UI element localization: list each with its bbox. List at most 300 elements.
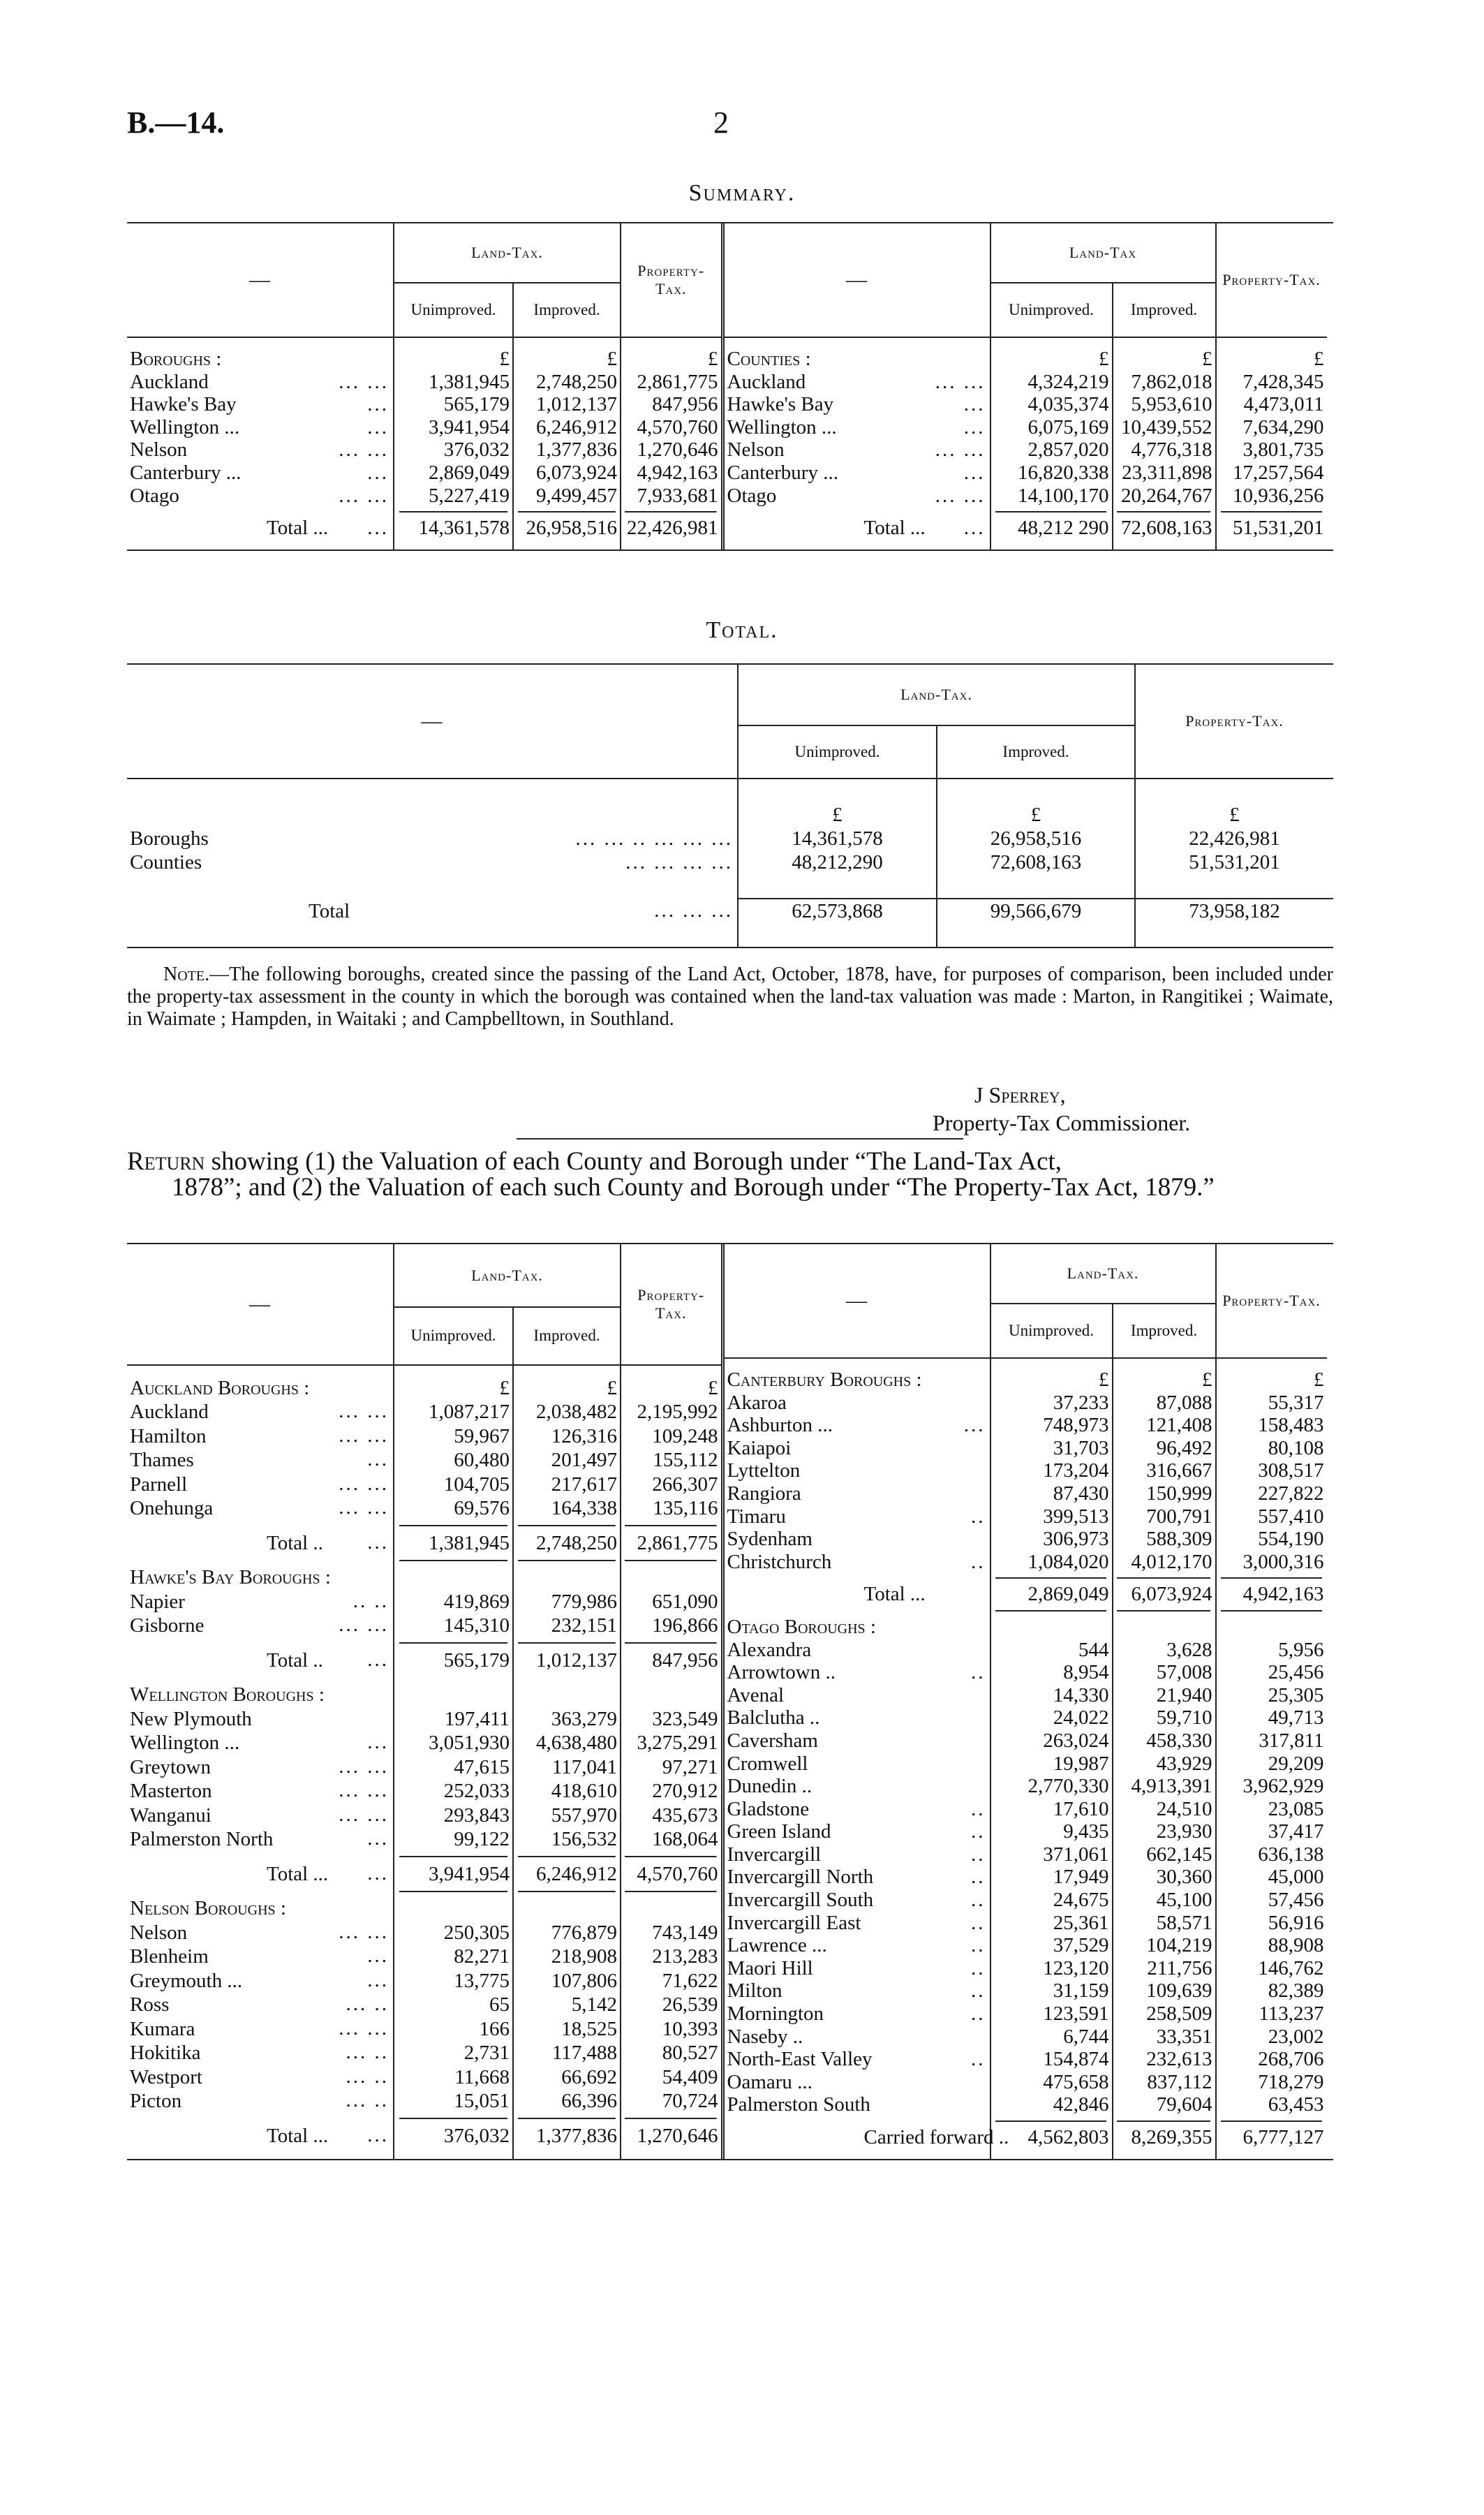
row-label: Maori Hill (727, 1956, 813, 1979)
leader-dots: ... (963, 393, 986, 416)
rule-row (127, 507, 722, 517)
unimproved-value: 4,324,219 (990, 371, 1113, 394)
row-name-cell (725, 1798, 990, 1821)
property-tax-value: 70,724 (621, 2089, 722, 2114)
return-heading (127, 1149, 1333, 1200)
table-row (725, 1775, 1327, 1798)
row-name-cell (127, 2065, 394, 2090)
row-label: Nelson (130, 1921, 188, 1944)
row-name-cell (127, 1448, 394, 1473)
row-label: Sydenham (727, 1528, 813, 1551)
unimproved-value: 3,941,954 (394, 416, 513, 439)
table-row (725, 1661, 1327, 1684)
table-row (127, 1921, 722, 1945)
unimproved-value (990, 2116, 1113, 2126)
property-tax-value: 22,426,981 (621, 517, 722, 540)
improved-value: 5,953,610 (1113, 393, 1216, 416)
property-tax-value: 308,517 (1216, 1459, 1327, 1482)
spacer-row (725, 1358, 1327, 1369)
row-name-cell (127, 1565, 394, 1590)
row-name-cell (725, 517, 990, 540)
improved-value: 156,532 (513, 1827, 621, 1852)
improved-value: 700,791 (1113, 1505, 1216, 1528)
row-name-cell (127, 1827, 394, 1852)
table-row (725, 416, 1327, 439)
row-name-cell (127, 1638, 394, 1649)
row-label: Wellington ... (727, 415, 837, 438)
row-label: Timaru (727, 1505, 786, 1528)
unimproved-value: 748,973 (990, 1414, 1113, 1437)
unimproved-value: 475,658 (990, 2071, 1113, 2094)
improved-value: 20,264,767 (1113, 485, 1216, 508)
property-tax-value (1216, 507, 1327, 517)
row-name-cell (127, 1896, 394, 1921)
improved-value: 107,806 (513, 1969, 621, 1993)
improved-header: Improved. (513, 283, 621, 337)
property-tax-value: 10,936,256 (1216, 485, 1327, 508)
property-tax-value: 7,634,290 (1216, 416, 1327, 439)
row-name-cell (127, 1672, 394, 1683)
row-name-cell (127, 1921, 394, 1945)
improved-value: 58,571 (1113, 1912, 1216, 1935)
row-name-cell (127, 348, 394, 371)
section-heading: Counties : (727, 348, 811, 370)
property-tax-value: 2,861,775 (621, 1531, 722, 1556)
unimproved-value: 371,061 (990, 1843, 1113, 1866)
table-row (127, 1779, 722, 1804)
improved-value (1113, 2116, 1216, 2126)
property-tax-value: 25,305 (1216, 1684, 1327, 1707)
section-row (127, 1683, 722, 1707)
improved-value: 218,908 (513, 1945, 621, 1969)
leader-dots: ... ... (339, 2016, 389, 2040)
leader-dots: .. (971, 1934, 986, 1957)
unimproved-value: 123,591 (990, 2003, 1113, 2026)
row-label: Total .. (267, 1531, 323, 1554)
property-tax-value: 57,456 (1216, 1889, 1327, 1912)
property-tax-value: 71,622 (621, 1969, 722, 1993)
row-label: Alexandra (727, 1638, 812, 1661)
property-tax-value: 26,539 (621, 1993, 722, 2017)
table-row (127, 2065, 722, 2090)
row-label: Arrowtown .. (727, 1661, 836, 1684)
property-tax-value: 29,209 (1216, 1753, 1327, 1776)
improved-value (1113, 1573, 1216, 1583)
property-tax-value: 51,531,201 (1135, 850, 1333, 874)
total-title: Total. (706, 617, 778, 643)
row-name-cell (725, 393, 990, 416)
leader-dots: ... (367, 1648, 389, 1671)
return-heading-first-line: showing (1) the Valuation of each County and Borough under “The Land-Tax Act, (205, 1147, 1062, 1176)
leader-dots: ... (367, 1531, 389, 1554)
leader-dots: ... ... (339, 484, 389, 507)
row-label: Otago (130, 484, 179, 507)
leader-dots: .. (971, 1889, 986, 1912)
note-paragraph (127, 964, 1333, 1031)
unimproved-value: 25,361 (990, 1912, 1113, 1935)
property-tax-value: 109,248 (621, 1424, 722, 1449)
row-name-cell (725, 1912, 990, 1935)
unimproved-value: 1,084,020 (990, 1551, 1113, 1574)
unimproved-value: 99,122 (394, 1827, 513, 1852)
improved-value: 1,012,137 (513, 1649, 621, 1673)
section-heading: Wellington Boroughs : (130, 1683, 325, 1706)
section-heading: Auckland Boroughs : (130, 1376, 310, 1399)
improved-value (1113, 507, 1216, 517)
section-row (725, 1616, 1327, 1639)
leader-dots: .. (971, 2048, 986, 2071)
unimproved-value: 293,843 (394, 1804, 513, 1828)
currency-symbol: £ (937, 803, 1135, 827)
leader-dots: .. (971, 1979, 986, 2003)
table-row (127, 1969, 722, 1993)
row-label: Invercargill (727, 1843, 822, 1866)
property-tax-value (1216, 1358, 1327, 1369)
row-name-cell (127, 540, 394, 550)
property-tax-header: Property-Tax. (1216, 1244, 1327, 1358)
improved-value (513, 1638, 621, 1649)
unimproved-value: 565,179 (394, 393, 513, 416)
property-tax-value: 3,801,735 (1216, 438, 1327, 462)
row-label: Lawrence ... (727, 1934, 827, 1957)
row-name-cell (127, 2124, 394, 2148)
row-name-cell (725, 2116, 990, 2126)
row-label: Greymouth ... (130, 1969, 243, 1992)
leader-dots: .. (971, 2003, 986, 2026)
property-tax-value (621, 540, 722, 550)
property-tax-value: £ (1216, 348, 1327, 371)
table-row (127, 1755, 722, 1780)
property-tax-value: 45,000 (1216, 1866, 1327, 1889)
leader-dots: ... ... (339, 1803, 389, 1826)
row-name-cell (725, 371, 990, 394)
improved-value (1113, 337, 1216, 348)
unimproved-value: 1,381,945 (394, 371, 513, 394)
improved-value: 4,776,318 (1113, 438, 1216, 462)
table-row (127, 827, 1333, 850)
row-label: Total ... (267, 2124, 329, 2147)
unimproved-value: 69,576 (394, 1496, 513, 1521)
property-tax-value: 718,279 (1216, 2071, 1327, 2094)
row-name-cell (127, 1707, 394, 1732)
note-text: —The following boroughs, created since the passing of the Land Act, October, 1878, have, for purposes of comparison, been included under the property-tax assessment in the county in which the borough was contained when the land-tax valuation was made : Marton, in Rangitikei ; Waimate, in Waimate ; Hampden, in Waitaki ; and Campbelltown, in Southland. (127, 964, 1333, 1030)
table-row (725, 1551, 1327, 1574)
property-tax-value: 73,958,182 (1135, 899, 1333, 923)
row-name-cell (127, 1862, 394, 1887)
improved-value: 45,100 (1113, 1889, 1216, 1912)
row-name-cell (127, 517, 394, 540)
unimproved-value: 24,022 (990, 1706, 1113, 1729)
unimproved-value: 145,310 (394, 1614, 513, 1638)
row-label: Hokitika (130, 2042, 201, 2065)
leader-dots: ... .. (346, 2089, 389, 2112)
row-name-cell (725, 1729, 990, 1753)
table-row (127, 1827, 722, 1852)
row-label: Total ... (267, 517, 329, 540)
row-name-cell (127, 1886, 394, 1896)
improved-value: £ (513, 1376, 621, 1401)
row-label: Greytown (130, 1755, 211, 1778)
total-dash: — (127, 664, 738, 779)
row-label: Mornington (727, 2003, 824, 2026)
leader-dots: .. (971, 1797, 986, 1820)
table-row (127, 2089, 722, 2114)
rule-row (725, 1606, 1327, 1616)
row-name-cell (725, 1369, 990, 1392)
row-name-cell (127, 2148, 394, 2158)
improved-value (1113, 1616, 1216, 1639)
improved-value (513, 1852, 621, 1862)
property-tax-value: 557,410 (1216, 1505, 1327, 1528)
section-row (725, 1369, 1327, 1392)
leader-dots: .. .. (353, 1589, 389, 1612)
unimproved-value (394, 1555, 513, 1565)
row-name-cell (127, 1852, 394, 1862)
rule-row (127, 2114, 722, 2124)
leader-dots: ... ... (935, 438, 986, 462)
unimproved-value: 48,212,290 (738, 850, 937, 874)
improved-value: 2,038,482 (513, 1400, 621, 1424)
unimproved-value: 31,159 (990, 1979, 1113, 2003)
improved-value: 104,219 (1113, 1934, 1216, 1957)
unimproved-value: 14,361,578 (738, 827, 937, 850)
property-tax-value (621, 1896, 722, 1921)
table-row (725, 1459, 1327, 1482)
property-tax-value (621, 507, 722, 517)
total-row (127, 1649, 722, 1673)
property-tax-value (621, 1683, 722, 1707)
unimproved-value: 37,529 (990, 1934, 1113, 1957)
row-name-cell (725, 1639, 990, 1662)
property-tax-value: 323,549 (621, 1707, 722, 1732)
row-name-cell (725, 1979, 990, 2003)
table-row (725, 1889, 1327, 1912)
property-tax-value: 2,861,775 (621, 371, 722, 394)
improved-value: 776,879 (513, 1921, 621, 1945)
improved-value: 150,999 (1113, 1482, 1216, 1505)
unimproved-value: £ (394, 1376, 513, 1401)
row-label: Onehunga (130, 1497, 214, 1520)
summary-counties-table (725, 223, 1327, 550)
property-tax-value: 213,283 (621, 1945, 722, 1969)
unimproved-value: 1,381,945 (394, 1531, 513, 1556)
row-label: Ross (130, 1993, 170, 2016)
row-name-cell (127, 416, 394, 439)
section-heading: Canterbury Boroughs : (727, 1369, 922, 1391)
signature-block (933, 1081, 1190, 1137)
row-name-cell (127, 1649, 394, 1673)
spacer-row (127, 2148, 722, 2158)
table-row (725, 2026, 1327, 2049)
unimproved-value: 9,435 (990, 1820, 1113, 1843)
property-tax-value: 3,275,291 (621, 1731, 722, 1755)
leader-dots: ... ... (339, 1614, 389, 1637)
table-row (725, 1528, 1327, 1551)
leader-dots: .. (971, 1866, 986, 1889)
row-name-cell (725, 1573, 990, 1583)
row-name-cell (127, 1804, 394, 1828)
improved-value: 23,311,898 (1113, 462, 1216, 485)
unimproved-value (394, 1886, 513, 1896)
unimproved-value: 14,100,170 (990, 485, 1113, 508)
unimproved-value: 154,874 (990, 2048, 1113, 2071)
section-row (127, 348, 722, 371)
leader-dots: ... ... (339, 1920, 389, 1943)
table-row (725, 1482, 1327, 1505)
property-tax-value: 317,811 (1216, 1729, 1327, 1753)
row-label: Green Island (727, 1820, 831, 1843)
row-name-cell (725, 1505, 990, 1528)
row-name-cell (127, 1969, 394, 1993)
property-tax-value: 63,453 (1216, 2093, 1327, 2116)
table-row (127, 438, 722, 462)
row-label: Canterbury ... (727, 461, 838, 484)
improved-value: 24,510 (1113, 1798, 1216, 1821)
table-row (725, 1505, 1327, 1528)
leader-dots: ... (963, 461, 986, 484)
improved-value: 72,608,163 (1113, 517, 1216, 540)
row-name-cell (725, 416, 990, 439)
leader-dots: ... ... ... (654, 899, 733, 922)
row-label: Wanganui (130, 1804, 212, 1827)
property-tax-value (1216, 1573, 1327, 1583)
property-tax-value: 56,916 (1216, 1912, 1327, 1935)
table-row (127, 1731, 722, 1755)
currency-symbol: £ (1135, 803, 1333, 827)
unimproved-value (394, 540, 513, 550)
property-tax-value: 55,317 (1216, 1392, 1327, 1415)
unimproved-value: 2,869,049 (990, 1583, 1113, 1606)
row-name-cell (127, 337, 394, 348)
return-heading-lead: Return (127, 1147, 205, 1176)
dash-header: — (127, 223, 394, 337)
unimproved-value: 306,973 (990, 1528, 1113, 1551)
improved-value: 121,408 (1113, 1414, 1216, 1437)
row-name-cell (725, 2026, 990, 2049)
table-row (725, 485, 1327, 508)
property-tax-value: 23,002 (1216, 2026, 1327, 2049)
property-tax-value (1216, 540, 1327, 550)
row-name-cell (127, 1945, 394, 1969)
unimproved-value (394, 337, 513, 348)
unimproved-value (394, 2148, 513, 2158)
property-tax-value: 17,257,564 (1216, 462, 1327, 485)
total-row (725, 1583, 1327, 1606)
leader-dots: .. (971, 1550, 986, 1573)
improved-value (513, 540, 621, 550)
table-row (725, 393, 1327, 416)
unimproved-value: 87,430 (990, 1482, 1113, 1505)
unimproved-value: 2,857,020 (990, 438, 1113, 462)
improved-value (513, 1683, 621, 1707)
unimproved-value: 173,204 (990, 1459, 1113, 1482)
row-name-cell (127, 507, 394, 517)
leader-dots: ... (367, 517, 389, 540)
table-row (725, 1843, 1327, 1866)
unimproved-value: 8,954 (990, 1661, 1113, 1684)
row-label: Boroughs (130, 827, 209, 850)
unimproved-value: 104,705 (394, 1473, 513, 1497)
property-tax-value (621, 1852, 722, 1862)
property-tax-value (621, 337, 722, 348)
property-tax-value: 49,713 (1216, 1706, 1327, 1729)
table-row (725, 1684, 1327, 1707)
row-label: Invercargill South (727, 1889, 874, 1912)
improved-value: £ (513, 348, 621, 371)
row-name-cell (127, 1521, 394, 1531)
row-name-cell (725, 2048, 990, 2071)
unimproved-value: 399,513 (990, 1505, 1113, 1528)
improved-value: 2,748,250 (513, 1531, 621, 1556)
table-row (725, 1798, 1327, 1821)
row-label: Nelson (727, 438, 785, 462)
unimproved-value (394, 1638, 513, 1649)
row-name-cell (127, 462, 394, 485)
unimproved-value: 376,032 (394, 2124, 513, 2148)
section-heading: Boroughs : (130, 348, 222, 370)
row-name-cell (725, 1606, 990, 1616)
row-name-cell (725, 1684, 990, 1707)
section-heading: Hawke's Bay Boroughs : (130, 1566, 331, 1589)
unimproved-value: 263,024 (990, 1729, 1113, 1753)
improved-value (1113, 540, 1216, 550)
property-tax-value: 270,912 (621, 1779, 722, 1804)
unimproved-value (394, 1521, 513, 1531)
unimproved-value: 252,033 (394, 1779, 513, 1804)
improved-value: 57,008 (1113, 1661, 1216, 1684)
property-tax-value (1216, 2116, 1327, 2126)
unimproved-value: £ (990, 348, 1113, 371)
section-row (127, 1376, 722, 1401)
leader-dots: ... ... ... ... (625, 851, 733, 873)
row-label: Dunedin .. (727, 1775, 813, 1798)
divider (517, 1138, 963, 1140)
leader-dots: ... ... .. ... ... ... (575, 827, 733, 850)
unimproved-value: 60,480 (394, 1448, 513, 1473)
property-tax-value (1216, 1606, 1327, 1616)
property-tax-value: 80,527 (621, 2041, 722, 2065)
improved-value: 26,958,516 (513, 517, 621, 540)
table-row (127, 1496, 722, 1521)
leader-dots: .. (971, 1820, 986, 1843)
dash-header: — (725, 1244, 990, 1358)
unimproved-value: 14,330 (990, 1684, 1113, 1707)
improved-value: 30,360 (1113, 1866, 1216, 1889)
row-name-cell (725, 2149, 990, 2159)
improved-value: 18,525 (513, 2017, 621, 2042)
row-name-cell (127, 1590, 394, 1614)
row-label: Nelson (130, 438, 188, 462)
row-name-cell (127, 1365, 394, 1376)
row-label: Balclutha .. (727, 1706, 820, 1729)
property-tax-value: 4,570,760 (621, 416, 722, 439)
row-name-cell (725, 1661, 990, 1684)
improved-value: 2,748,250 (513, 371, 621, 394)
land-tax-header: Land-Tax. (990, 1244, 1216, 1304)
unimproved-value: 3,941,954 (394, 1862, 513, 1887)
unimproved-value (394, 1852, 513, 1862)
unimproved-value: 1,087,217 (394, 1400, 513, 1424)
table-row (127, 2041, 722, 2065)
row-name-cell (725, 1414, 990, 1437)
leader-dots: .. (971, 1956, 986, 1979)
row-name-cell (725, 1957, 990, 1980)
property-tax-value: 155,112 (621, 1448, 722, 1473)
property-tax-value: 743,149 (621, 1921, 722, 1945)
improved-value: 21,940 (1113, 1684, 1216, 1707)
leader-dots: ... (367, 415, 389, 438)
page-number: 2 (713, 105, 729, 140)
